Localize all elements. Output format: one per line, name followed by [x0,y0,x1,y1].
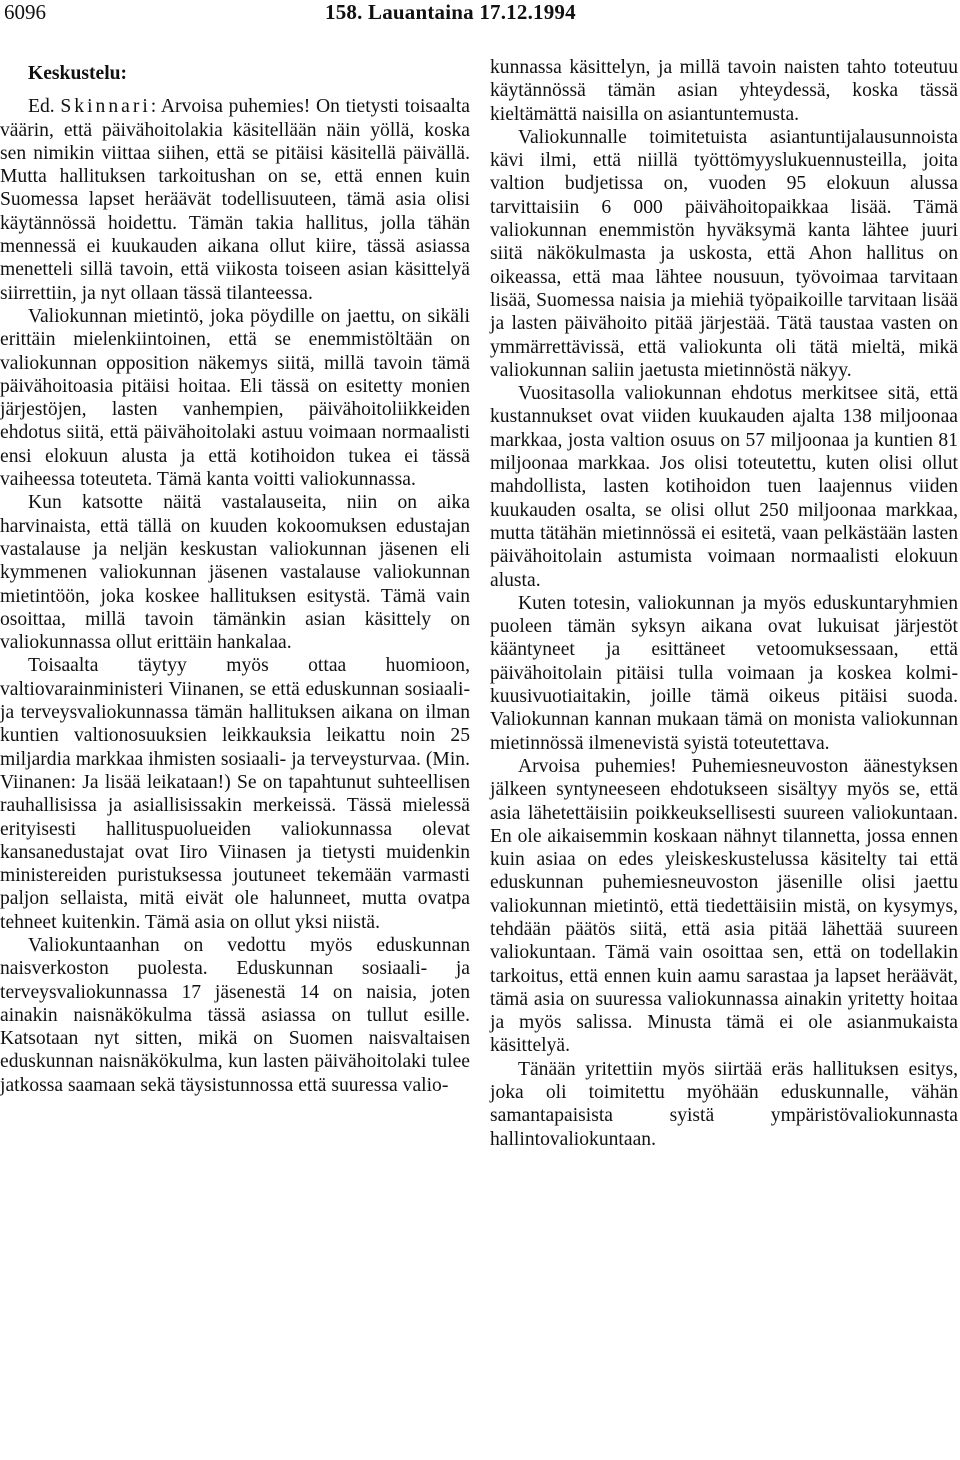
page-number: 6096 [4,0,46,24]
paragraph: Kuten totesin, valiokunnan ja myös eduskuntaryhmien puoleen tämän syksyn aikana ovat lukuisat järjestöt kääntyneet ja esittäneet vetoomuksessaan, että päivähoitolain pitäisi tulla voimaan ja koskea kolmi-kuusivuotiaitakin, joille tämä oikeus pitäisi suoda. Valiokunnan kannan mukaan tämä on monista valiokunnan mietinnössä ilmenevistä syistä toteutettava. [490,592,958,754]
right-column [490,56,958,1151]
paragraph-text: Arvoisa puhemies! On tietysti toisaalta väärin, että päivähoitolakia käsitellään näin yöllä, koska sen nimikin viittaa siihen, että se pitäisi käsitellä päivällä. Mutta hallituksen tarkoitushan on se, että ennen kuin Suomessa lapset heräävät todellisuuteen, tämä asia olisi käytännössä hoidettu. Tämän takia hallitus, jolla tähän mennessä ei kuukauden aikana ollut kiire, tässä asiassa menetteli sillä tavoin, että viikosta toiseen asian käsittelyä siirrettiin, ja nyt ollaan tässä tilanteessa. [0,96,470,304]
paragraph: Vuositasolla valiokunnan ehdotus merkitsee sitä, että kustannukset ovat viiden kuukauden ajalta 138 miljoonaa markkaa, josta valtion osuus on 57 miljoonaa ja kuntien 81 miljoonaa markkaa. Jos olisi toteutettu, kuten olisi ollut mahdollista, lasten kotihoidon tuen laajennus viiden kuukauden osalta, se olisi ollut 250 miljoonaa markkaa, mutta tätähän mietinnössä ei esitetä, vaan pelkästään lasten päivähoitolain astumista voimaan normaalisti elokuun alusta. [490,383,958,591]
paragraph: Kun katsotte näitä vastalauseita, niin on aika harvinaista, että tällä on kuuden kokoomuksen edustajan vastalause ja neljän keskustan valiokunnan jäsenen eli kymmenen valiokunnan jäsenen vastalause valiokunnan mietintöön, joka koskee hallituksen esitystä. Tämä vain osoittaa, millä tavoin tämänkin asian käsittely on valiokunnassa ollut erittäin hankalaa. [0,492,470,654]
paragraph: Valiokunnalle toimitetuista asiantuntijalausunnoista kävi ilmi, että niillä työttömyyslukuennusteilla, joita valtion budjetissa on, vuoden 95 elokuun alussa tarvittaisiin 6 000 päivähoitopaikkaa lisää. Tämä valiokunnan enemmistön hyväksymä kanta lähtee juuri siitä näkökulmasta ja uskosta, että Ahon hallitus on oikeassa, että maa lähtee nousuun, työvoimaa tarvitaan lisää, Suomessa naisia ja miehiä työpaikoille tarvitaan lisää ja lasten päivähoito pitää järjestää. Tätä taustaa vasten on ymmärrettävissä, että valiokunta oli tätä mieltä, mikä valiokunnan saliin jaetusta mietinnöstä näkyy. [490,126,958,381]
paragraph: kunnassa käsittelyn, ja millä tavoin naisten tahto toteutuu käytännössä tämän asian yhteydessä, koska tässä kieltämättä naisilla on asiantuntemusta. [490,57,958,125]
left-column [0,56,470,1097]
paragraph: Tänään yritettiin myös siirtää eräs hallituksen esitys, joka oli toimitettu myöhään eduskunnalle, vähän samantapaisista syistä ympäristövaliokunnasta hallintovaliokuntaan. [490,1058,958,1150]
speaker-name: Skinnari [60,96,151,118]
session-title: 158. Lauantaina 17.12.1994 [325,0,576,24]
section-heading: Keskustelu: [28,63,128,84]
paragraph: Arvoisa puhemies! Puhemiesneuvoston äänestyksen jälkeen syntyneeseen ehdotukseen sisältyy myös se, että asia lähetettäisiin poikkeuksellisesti suureen valiokuntaan. En ole aikaisemmin koskaan nähnyt tilannetta, jossa ennen kuin asiaa on edes yleiskeskustelussa käsitelty tai että eduskunnan puhemiesneuvoston jäsenille olisi jaettu valiokunnan mietintö, että tiedettäisiin mistä, on kysymys, tehdään päätös siitä, että asia pitää lähettää suureen valiokuntaan. Tämä vain osoittaa sen, että on todellakin tarkoitus, että ennen kuin aamu sarastaa ja lapset heräävät, tämä asia on suuressa valiokunnassa ainakin yritetty hoitaa ja myös salissa. Minusta tämä ei ole asianmukaista käsittelyä. [490,755,958,1057]
page-header [0,0,960,40]
speaker-suffix: : [150,96,161,118]
paragraph: Toisaalta täytyy myös ottaa huomioon, valtiovarainministeri Viinanen, se että eduskunnan sosiaali- ja terveysvaliokunnassa tämän hallituksen aikana on ilman kuntien valtionosuuksien leikkauksia leikattu noin 25 miljardia markkaa ihmisten sosiaali- ja terveysturvaa. (Min. Viinanen: Ja lisää leikataan!) Se on tapahtunut suhteellisen rauhallisissa ja asiallisissakin merkeissä. Tässä mielessä erityisesti hallituspuolueiden valiokunnassa olevat kansanedustajat ovat Iiro Viinasen ja tietysti muidenkin ministereiden puristuksessa joutuneet tekemään varmasti paljon sellaista, mitä eivät ole halunneet, mutta ovatpa tehneet kuitenkin. Tämä asia on ollut yksi niistä. [0,655,470,933]
speaker-prefix: Ed. [28,96,61,118]
paragraph [0,95,470,305]
paragraph: Valiokuntaanhan on vedottu myös eduskunnan naisverkoston puolesta. Eduskunnan sosiaali- ja terveysvaliokunnassa 17 jäsenestä 14 on naisia, joten ainakin naisnäkökulma tässä asiassa on tullut esille. Katsotaan nyt sitten, mikä on Suomen naisvaltaisen eduskunnan naisnäkökulma, kun lasten päivähoitolaki tulee jatkossa saamaan sekä täysistunnossa että suuressa valio- [0,934,470,1096]
paragraph: Valiokunnan mietintö, joka pöydille on jaettu, on sikäli erittäin mielenkiintoinen, että se enemmistöltään on valiokunnan opposition näkemys siitä, millä tavoin tämä päivähoitoasia pitäisi hoitaa. Eli tässä on esitetty monien järjestöjen, lasten vanhempien, päivähoitoliikkeiden ehdotus siitä, että päivähoitolaki astuu voimaan normaalisti ensi elokuun alusta ja että kotihoidon tukea ei tässä vaiheessa toteuteta. Tämä kanta voitti valiokunnassa. [0,305,470,491]
